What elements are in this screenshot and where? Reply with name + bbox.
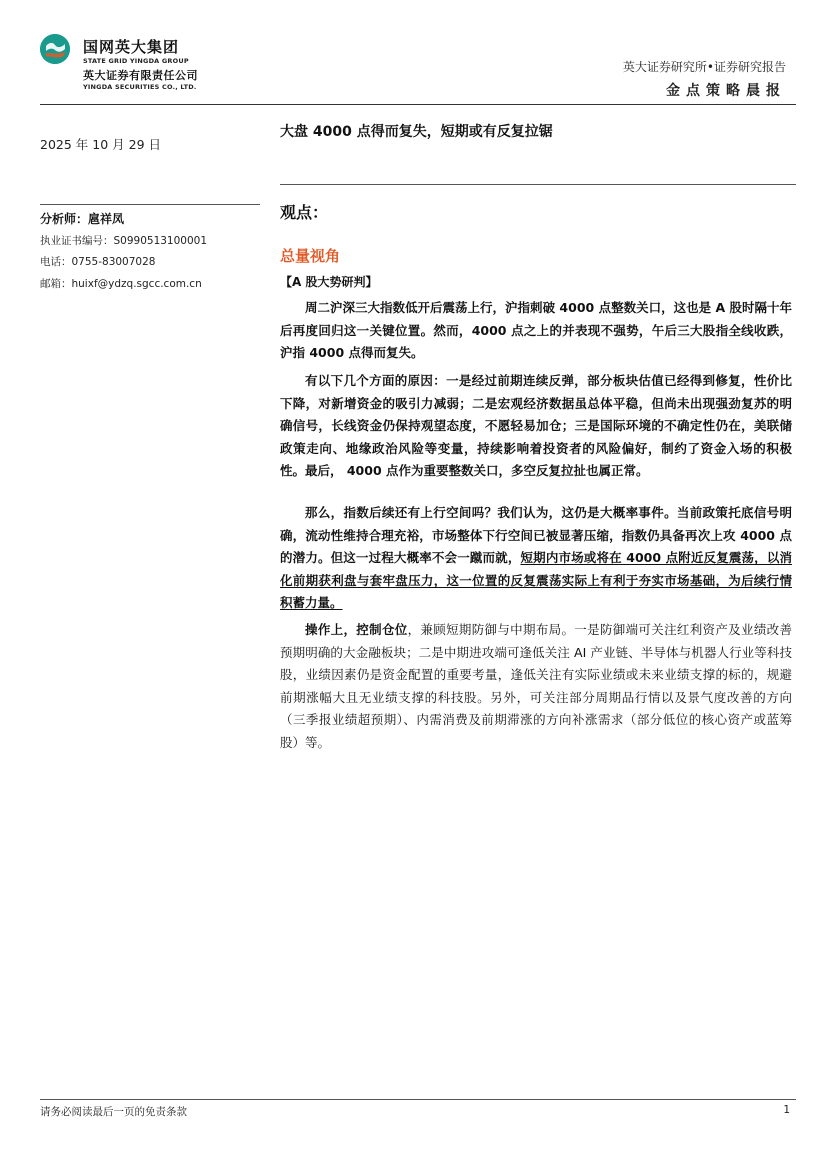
- footer-divider: [40, 1099, 796, 1100]
- paragraph-3-text: 那么，指数后续还有上行空间吗？我们认为，这仍是大概率事件。当前政策托底信号明确，流动性维持合理充裕，市场整体下行空间已被显著压缩，指数仍具备再次上攻 4000 点的潜力。但这一过程大概率不会一蹴而就，: [280, 505, 792, 565]
- company-logo-icon: [40, 34, 70, 64]
- logo-group-name-en: STATE GRID YINGDA GROUP: [83, 57, 189, 65]
- paragraph-3-underlined: 短期内市场或将在 4000 点附近反复震荡，以消化前期获利盘与套牢盘压力，这一位置的反复震荡实际上有利于夯实市场基础，为后续行情积蓄力量。: [280, 550, 792, 610]
- analyst-phone: 电话：0755-83007028: [40, 256, 156, 268]
- section-heading: 总量视角: [280, 247, 341, 265]
- analyst-name: 分析师：扈祥凤: [40, 212, 125, 226]
- header-divider: [40, 104, 796, 105]
- paragraph-1: 周二沪深三大指数低开后震荡上行，沪指刺破 4000 点整数关口，这也是 A 股时隔十年后再度回归这一关键位置。然而，4000 点之上的并表现不强势，午后三大股指全线收跌，沪指 4000 点得而复失。: [280, 300, 792, 360]
- logo-group-name: 国网英大集团: [83, 38, 180, 56]
- report-type: 金点策略晨报: [666, 83, 786, 99]
- report-title: 大盘 4000 点得而复失，短期或有反复拉锯: [280, 124, 553, 140]
- paragraph-4: [280, 619, 792, 754]
- title-divider: [280, 184, 796, 185]
- paragraph-4-lead: 操作上，控制仓位: [305, 622, 408, 637]
- paragraph-3: [280, 502, 792, 615]
- paragraph-4-text: ，兼顾短期防御与中期布局。一是防御端可关注红利资产及业绩改善预期明确的大金融板块；二是中期进攻端可逢低关注 AI 产业链、半导体与机器人行业等科技股，业绩因素仍是资金配置的重要考量，逢低关注有实际业绩或未来业绩支撑的标的，规避前期涨幅大且无业绩支撑的科技股。另外，可关注部分周期品行情以及景气度改善的方向（三季报业绩超预期）、内需消费及前期滞涨的方向补涨需求（部分低位的核心资产或蓝筹股）等。: [280, 622, 792, 750]
- institute-label: 英大证券研究所•证券研究报告: [622, 60, 786, 74]
- disclaimer-note: 请务必阅读最后一页的免责条款: [40, 1106, 187, 1118]
- logo-company-name: 英大证券有限责任公司: [83, 69, 198, 82]
- analyst-email: 邮箱：huixf@ydzq.sgcc.com.cn: [40, 278, 202, 290]
- left-divider: [40, 204, 260, 205]
- logo-company-name-en: YINGDA SECURITIES CO., LTD.: [83, 83, 197, 91]
- analyst-cert: 执业证书编号：S0990513100001: [40, 235, 208, 247]
- viewpoint-heading: 观点：: [280, 203, 329, 222]
- report-date: 2025 年 10 月 29 日: [40, 137, 161, 152]
- subsection-heading: 【A 股大势研判】: [280, 275, 378, 289]
- page-number: 1: [783, 1104, 790, 1116]
- paragraph-2: 有以下几个方面的原因：一是经过前期连续反弹，部分板块估值已经得到修复，性价比下降，对新增资金的吸引力减弱；二是宏观经济数据虽总体平稳，但尚未出现强劲复苏的明确信号，长线资金仍保持观望态度，不愿轻易加仓；三是国际环境的不确定性仍在，美联储政策走向、地缘政治风险等变量，持续影响着投资者的风险偏好，制约了资金入场的积极性。最后， 4000 点作为重要整数关口，多空反复拉扯也属正常。: [280, 373, 792, 478]
